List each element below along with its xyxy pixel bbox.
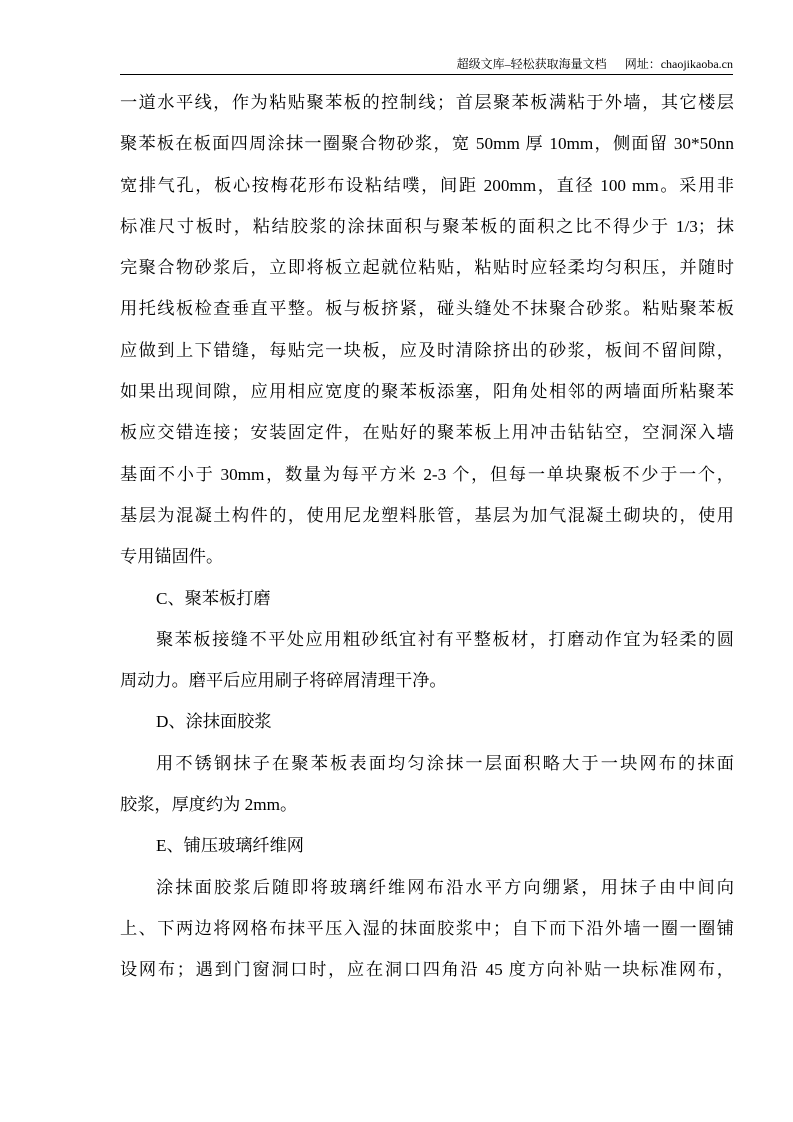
text-line: 宽排气孔，板心按梅花形布设粘结噗，间距 200mm，直径 100 mm。采用非 <box>120 175 734 195</box>
text-line: 一道水平线，作为粘贴聚苯板的控制线；首层聚苯板满粘于外墙，其它楼层 <box>120 93 734 112</box>
header-text <box>457 55 733 72</box>
text-line: 聚苯板在板面四周涂抹一圈聚合物砂浆，宽 50mm 厚 10mm，侧面留 30*50nn <box>120 134 734 154</box>
text-line: 如果出现间隙，应用相应宽度的聚苯板添塞，阳角处相邻的两墙面所粘聚苯 <box>120 382 734 402</box>
text-line: 基层为混凝土构件的，使用尼龙塑料胀管，基层为加气混凝土砌块的，使用 <box>120 505 734 525</box>
text-line: 上、下两边将网格布抹平压入湿的抹面胶浆中；自下而下沿外墙一圈一圈铺 <box>120 918 734 938</box>
text-line: 专用锚固件。 <box>120 547 224 567</box>
section-heading-c: C、聚苯板打磨 <box>156 588 271 608</box>
text-line: 用不锈钢抹子在聚苯板表面均匀涂抹一层面积略大于一块网布的抹面 <box>156 753 734 773</box>
text-line: 应做到上下错缝，每贴完一块板，应及时清除挤出的砂浆，板间不留间隙， <box>120 340 734 360</box>
page-header <box>120 52 733 75</box>
text-line: 周动力。磨平后应用刷子将碎屑清理干净。 <box>120 671 447 691</box>
section-heading-e: E、铺压玻璃纤维网 <box>156 836 304 856</box>
text-line: 用托线板检查垂直平整。板与板挤紧，碰头缝处不抹聚合砂浆。粘贴聚苯板 <box>120 299 734 319</box>
document-body <box>120 88 734 997</box>
header-title: 超级文库–轻松获取海量文档 <box>456 57 607 71</box>
text-line: 设网布；遇到门窗洞口时，应在洞口四角沿 45 度方向补贴一块标准网布， <box>120 960 734 980</box>
text-line: 聚苯板接缝不平处应用粗砂纸宜衬有平整板材，打磨动作宜为轻柔的圆 <box>156 629 734 649</box>
text-line: 完聚合物砂浆后，立即将板立起就位粘贴，粘贴时应轻柔均匀积压，并随时 <box>120 258 734 278</box>
text-line: 板应交错连接；安装固定件，在贴好的聚苯板上用冲击钻钻空，空洞深入墙 <box>120 423 734 443</box>
text-line: 涂抹面胶浆后随即将玻璃纤维网布沿水平方向绷紧，用抹子由中间向 <box>156 877 734 897</box>
text-line: 基面不小于 30mm，数量为每平方米 2-3 个，但每一单块聚板不少于一个， <box>120 464 734 484</box>
text-line: 标准尺寸板时，粘结胶浆的涂抹面积与聚苯板的面积之比不得少于 1/3；抹 <box>120 216 734 236</box>
text-line: 胶浆，厚度约为 2mm。 <box>120 795 298 815</box>
section-heading-d: D、涂抹面胶浆 <box>156 712 272 732</box>
header-site-label: 网址：chaojikaoba.cn <box>624 57 733 71</box>
